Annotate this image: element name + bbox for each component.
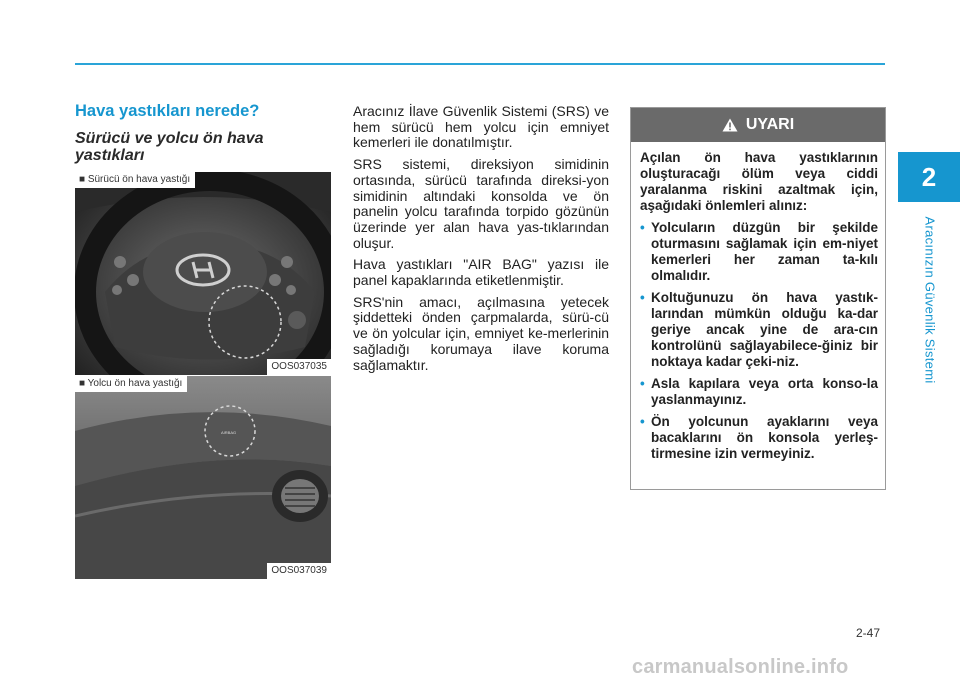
dashboard-image	[75, 376, 331, 579]
header-rule	[75, 63, 885, 65]
warning-item: • Asla kapılara veya orta konso-la yaslanmayınız.	[640, 376, 878, 407]
svg-text:AIRBAG: AIRBAG	[221, 430, 237, 435]
passenger-airbag-figure	[75, 376, 331, 579]
warning-list	[640, 220, 878, 462]
body-text	[353, 104, 609, 379]
bullet: •	[640, 414, 645, 429]
warning-item: • Ön yolcunun ayaklarını veya bacaklarını ön konsola yerleş-tirmesine izin vermeyiniz.	[640, 414, 878, 461]
chapter-number-tab: 2	[898, 152, 960, 202]
warning-item: • Koltuğunuzu ön hava yastık-larından mümkün olduğu ka-dar geriye ancak yine de ara-cın kontrolünü sağlayabilece-ğiniz bir noktaya kadar çeki-niz.	[640, 290, 878, 369]
bullet: •	[640, 376, 645, 391]
warning-box	[630, 107, 886, 490]
section-title: Hava yastıkları nerede?	[75, 102, 260, 120]
figure-caption: ■ Sürücü ön hava yastığı	[75, 172, 195, 188]
bullet: •	[640, 220, 645, 235]
page-number: 2-47	[856, 626, 881, 640]
sub-title: Sürücü ve yolcu ön hava yastıkları	[75, 130, 264, 164]
body-paragraph: SRS sistemi, direksiyon simidinin ortasında, sürücü tarafında direksi-yon simidinin altındaki konsolda ve ön panelin yolcu tarafında torpido gözünün üzerinde yer alan hava yas-tıklarından oluşur.	[353, 156, 609, 251]
body-paragraph: Hava yastıkları "AIR BAG" yazısı ile panel kapaklarında etiketlenmiştir.	[353, 256, 609, 289]
watermark: carmanualsonline.info	[632, 656, 849, 678]
body-paragraph: SRS'nin amacı, açılmasına yetecek şiddetteki önden çarpmalarda, sürü-cü ve ön yolcular için, emniyet ke-merlerinin sağladığı korumaya ilave koruma sağlamaktır.	[353, 293, 609, 373]
warning-title: UYARI	[745, 116, 795, 133]
body-paragraph: Aracınız İlave Güvenlik Sistemi (SRS) ve hem sürücü hem yolcu için emniyet kemerleri ile donatılmıştır.	[353, 103, 609, 151]
warning-triangle-icon	[722, 118, 738, 132]
figure-caption: ■ Yolcu ön hava yastığı	[75, 376, 187, 392]
figure-code: OOS037035	[267, 359, 331, 375]
driver-airbag-figure	[75, 172, 331, 375]
warning-header	[631, 108, 885, 142]
chapter-title: Aracınızın Güvenlik Sistemi	[922, 216, 938, 384]
warning-intro: Açılan ön hava yastıklarının oluşturacağı ölüm veya ciddi yaralanma riskini azaltmak için, aşağıdaki önlemleri alınız:	[640, 150, 878, 213]
steering-wheel-image	[75, 172, 331, 375]
bullet: •	[640, 290, 645, 305]
warning-item: • Yolcuların düzgün bir şekilde oturmasını sağlamak için em-niyet kemerleri her zaman ta-kılı olmalıdır.	[640, 220, 878, 283]
figure-code: OOS037039	[267, 563, 331, 579]
warning-body	[631, 142, 885, 462]
